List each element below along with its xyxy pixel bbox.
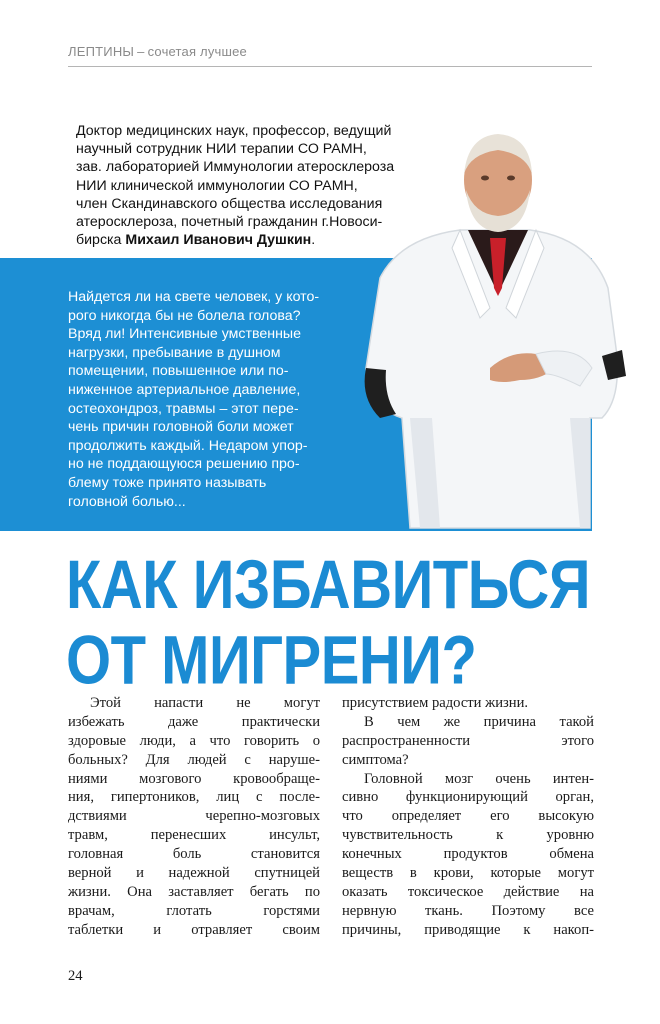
paragraph-line: Головной мозг очень интен- bbox=[364, 770, 594, 787]
paragraph-line: оказать токсическое действие на bbox=[342, 883, 594, 900]
paragraph-line: Этой напасти не могут bbox=[90, 695, 320, 711]
paragraph-line: таблетки и отравляет своим bbox=[68, 921, 320, 938]
paragraph-line: дствиями черепно-мозговых bbox=[68, 808, 320, 825]
paragraph-line: чувствительность к уровню bbox=[342, 827, 594, 844]
article-column-right bbox=[342, 694, 594, 940]
bio-line: научный сотрудник НИИ терапии СО РАМН, bbox=[76, 141, 367, 158]
paragraph-line: ния, гипертоников, лиц с после- bbox=[68, 789, 320, 806]
bio-prefix: бирска bbox=[76, 232, 126, 249]
bio-line: НИИ клинической иммунологии СО РАМН, bbox=[76, 177, 358, 194]
paragraph-line: конечных продуктов обмена bbox=[342, 846, 594, 863]
article-headline bbox=[66, 548, 626, 699]
paragraph-line: травм, перенесших инсульт, bbox=[68, 827, 320, 844]
page-number: 24 bbox=[68, 968, 83, 984]
paragraph-line: ниями мозгового кровообраще- bbox=[68, 770, 320, 787]
running-head-rule bbox=[68, 66, 592, 67]
bio-line: зав. лабораторией Иммунологии атеросклероза bbox=[76, 159, 395, 176]
lead-line: блему тоже принято называть bbox=[68, 474, 267, 491]
paragraph-line: врачам, глотать горстями bbox=[68, 902, 320, 919]
paragraph-line: распространенности этого bbox=[342, 732, 594, 749]
lead-line: рого никогда бы не болела голова? bbox=[68, 307, 301, 324]
lead-line: нагрузки, пребывание в душном bbox=[68, 344, 281, 361]
paragraph-line: жизни. Она заставляет бегать по bbox=[68, 883, 320, 900]
paragraph-line: сивно функционирующий орган, bbox=[342, 789, 594, 806]
paragraph-line: причины, приводящие к накоп- bbox=[342, 921, 594, 938]
lead-paragraph bbox=[68, 288, 368, 511]
paragraph-line: здоровые люди, а что говорить о bbox=[68, 732, 320, 749]
bio-line: Доктор медицинских наук, профессор, ведущий bbox=[76, 123, 392, 139]
headline-line-2: ОТ МИГРЕНИ? bbox=[66, 622, 477, 700]
lead-line: помещении, повышенное или по- bbox=[68, 363, 289, 380]
paragraph-line: головная боль становится bbox=[68, 846, 320, 863]
lead-line: продолжить каждый. Недаром упор- bbox=[68, 437, 308, 454]
author-portrait bbox=[340, 118, 640, 538]
paragraph-line: избежать даже практически bbox=[68, 713, 320, 730]
author-name: Михаил Иванович Душкин bbox=[125, 232, 312, 249]
running-head bbox=[68, 44, 247, 59]
lead-line: чень причин головной боли может bbox=[68, 419, 294, 436]
paragraph-line: В чем же причина такой bbox=[364, 713, 594, 730]
lead-line: Найдется ли на свете человек, у кото- bbox=[68, 289, 320, 305]
paragraph-line: верной и надежной спутницей bbox=[68, 865, 320, 882]
headline-line-1: КАК ИЗБАВИТЬСЯ bbox=[66, 546, 591, 624]
running-head-dash: – bbox=[137, 44, 145, 59]
lead-line: но не поддающуюся решению про- bbox=[68, 456, 300, 473]
lead-line: остеохондроз, травмы – этот пере- bbox=[68, 400, 299, 417]
paragraph-line: симптома? bbox=[342, 751, 409, 768]
bio-suffix: . bbox=[311, 232, 316, 249]
lead-line: головной болью... bbox=[68, 493, 186, 510]
bio-line: член Скандинавского общества исследования bbox=[76, 195, 383, 212]
paragraph-line: веществ в крови, которые могут bbox=[342, 865, 594, 882]
paragraph-line: что определяет его высокую bbox=[342, 808, 594, 825]
paragraph-line: больных? Для людей с наруше- bbox=[68, 751, 320, 768]
lead-line: ниженное артериальное давление, bbox=[68, 381, 301, 398]
paragraph-line: нервную ткань. Поэтому все bbox=[342, 902, 594, 919]
paragraph-line: присутствием радости жизни. bbox=[342, 695, 529, 711]
lead-line: Вряд ли! Интенсивные умственные bbox=[68, 326, 302, 343]
running-head-subtitle: сочетая лучшее bbox=[147, 44, 247, 59]
running-head-section: ЛЕПТИНЫ bbox=[68, 44, 135, 59]
bio-line: атеросклероза, почетный гражданин г.Новоси- bbox=[76, 214, 383, 231]
article-column-left bbox=[68, 694, 320, 940]
